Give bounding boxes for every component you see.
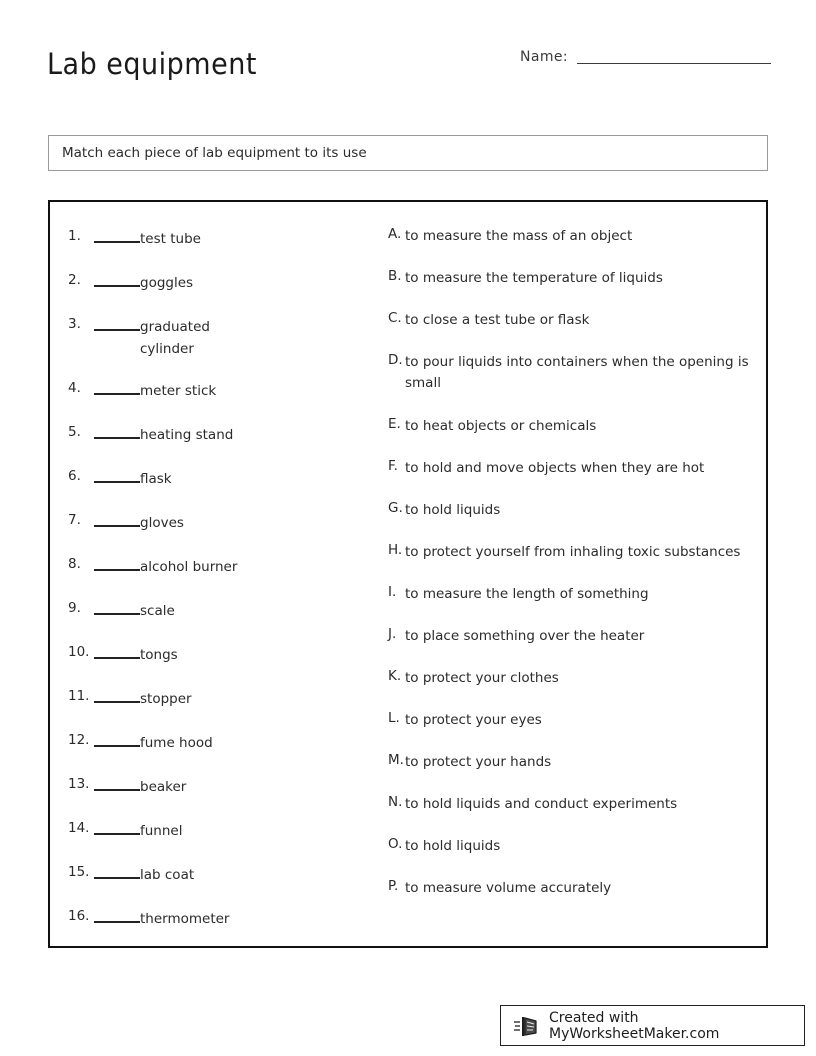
definition-row: [388, 836, 750, 878]
term-answer-blank[interactable]: [94, 314, 140, 331]
definition-letter: O.: [388, 836, 403, 852]
definition-text: to measure the mass of an object: [405, 228, 633, 244]
definition-text: to hold and move objects when they are hot: [405, 460, 705, 476]
definition-row: [388, 752, 750, 794]
term-number: 12.: [68, 732, 90, 748]
term-row: [68, 774, 375, 818]
definition-text: to protect your clothes: [405, 670, 559, 686]
page-title: Lab equipment: [47, 48, 257, 82]
term-number: 5.: [68, 424, 81, 440]
definition-row: [388, 668, 750, 710]
term-label: stopper: [140, 691, 192, 707]
term-row: [68, 862, 375, 906]
definition-letter: D.: [388, 352, 403, 368]
term-number: 1.: [68, 228, 81, 244]
definition-text: to protect your eyes: [405, 712, 542, 728]
term-label: thermometer: [140, 911, 230, 927]
term-answer-blank[interactable]: [94, 422, 140, 439]
definition-text: to measure the length of something: [405, 586, 649, 602]
term-label: alcohol burner: [140, 559, 238, 575]
term-answer-blank[interactable]: [94, 270, 140, 287]
term-row: [68, 642, 375, 686]
term-answer-blank[interactable]: [94, 226, 140, 243]
term-number: 8.: [68, 556, 81, 572]
term-number: 6.: [68, 468, 81, 484]
term-answer-blank[interactable]: [94, 862, 140, 879]
term-answer-blank[interactable]: [94, 642, 140, 659]
definition-row: [388, 226, 750, 268]
definition-row: [388, 500, 750, 542]
term-row: [68, 226, 375, 270]
term-label: test tube: [140, 231, 201, 247]
definition-letter: M.: [388, 752, 404, 768]
definition-text: to hold liquids and conduct experiments: [405, 796, 678, 812]
term-row: [68, 598, 375, 642]
term-row: [68, 730, 375, 774]
term-number: 16.: [68, 908, 90, 924]
term-row: [68, 554, 375, 598]
instruction-text: Match each piece of lab equipment to its use: [62, 145, 367, 161]
term-number: 13.: [68, 776, 90, 792]
term-row: [68, 818, 375, 862]
definition-row: [388, 458, 750, 500]
term-number: 7.: [68, 512, 81, 528]
term-label: gloves: [140, 515, 184, 531]
definition-text: to heat objects or chemicals: [405, 418, 597, 434]
definition-text: to pour liquids into containers when the opening is small: [405, 354, 749, 391]
term-answer-blank[interactable]: [94, 686, 140, 703]
definition-row: [388, 542, 750, 584]
definition-text: to protect yourself from inhaling toxic substances: [405, 544, 741, 560]
term-number: 9.: [68, 600, 81, 616]
term-answer-blank[interactable]: [94, 818, 140, 835]
definition-letter: I.: [388, 584, 397, 600]
definition-row: [388, 352, 750, 416]
term-number: 3.: [68, 316, 81, 332]
term-label: scale: [140, 603, 175, 619]
term-label: lab coat: [140, 867, 195, 883]
term-number: 4.: [68, 380, 81, 396]
definition-text: to place something over the heater: [405, 628, 645, 644]
instruction-box: [48, 135, 768, 171]
term-row: [68, 466, 375, 510]
term-label: meter stick: [140, 383, 217, 399]
term-label: tongs: [140, 647, 178, 663]
definition-letter: E.: [388, 416, 401, 432]
term-answer-blank[interactable]: [94, 774, 140, 791]
term-row: [68, 378, 375, 422]
name-field-group: [520, 49, 771, 67]
term-answer-blank[interactable]: [94, 510, 140, 527]
definition-text: to hold liquids: [405, 838, 501, 854]
definition-letter: H.: [388, 542, 403, 558]
term-answer-blank[interactable]: [94, 554, 140, 571]
term-row: [68, 906, 375, 950]
definition-row: [388, 310, 750, 352]
term-label: funnel: [140, 823, 183, 839]
definition-letter: J.: [388, 626, 397, 642]
definition-row: [388, 416, 750, 458]
term-number: 11.: [68, 688, 90, 704]
definition-letter: B.: [388, 268, 402, 284]
definition-text: to hold liquids: [405, 502, 501, 518]
term-row: [68, 314, 375, 378]
definition-letter: L.: [388, 710, 400, 726]
definition-text: to protect your hands: [405, 754, 552, 770]
definition-letter: P.: [388, 878, 399, 894]
footer-attribution-text: Created with MyWorksheetMaker.com: [549, 1009, 720, 1042]
term-row: [68, 510, 375, 554]
definition-letter: A.: [388, 226, 402, 242]
terms-column: [50, 202, 375, 946]
definition-letter: N.: [388, 794, 403, 810]
definition-row: [388, 794, 750, 836]
term-number: 14.: [68, 820, 90, 836]
term-label: beaker: [140, 779, 187, 795]
term-row: [68, 270, 375, 314]
term-label: graduated cylinder: [140, 319, 210, 357]
term-number: 10.: [68, 644, 90, 660]
term-answer-blank[interactable]: [94, 378, 140, 395]
name-label: Name:: [520, 49, 569, 65]
definition-text: to close a test tube or flask: [405, 312, 590, 328]
term-label: goggles: [140, 275, 194, 291]
definition-text: to measure the temperature of liquids: [405, 270, 663, 286]
definition-letter: F.: [388, 458, 398, 474]
definition-row: [388, 626, 750, 668]
term-row: [68, 422, 375, 466]
worksheet-maker-logo-icon: [514, 1014, 540, 1038]
term-label: flask: [140, 471, 172, 487]
worksheet-header: [0, 0, 816, 115]
term-label: heating stand: [140, 427, 234, 443]
term-number: 15.: [68, 864, 90, 880]
definitions-column: [375, 202, 766, 946]
definition-letter: K.: [388, 668, 402, 684]
footer-attribution-badge[interactable]: [500, 1005, 805, 1046]
definition-row: [388, 584, 750, 626]
term-answer-blank[interactable]: [94, 906, 140, 923]
definition-letter: G.: [388, 500, 403, 516]
definition-row: [388, 710, 750, 752]
term-answer-blank[interactable]: [94, 466, 140, 483]
term-label: fume hood: [140, 735, 213, 751]
term-number: 2.: [68, 272, 81, 288]
definition-text: to measure volume accurately: [405, 880, 612, 896]
definition-row: [388, 878, 750, 920]
term-answer-blank[interactable]: [94, 730, 140, 747]
name-write-in-line[interactable]: [577, 63, 771, 64]
term-answer-blank[interactable]: [94, 598, 140, 615]
definition-letter: C.: [388, 310, 402, 326]
term-row: [68, 686, 375, 730]
matching-exercise-box: [48, 200, 768, 948]
definition-row: [388, 268, 750, 310]
